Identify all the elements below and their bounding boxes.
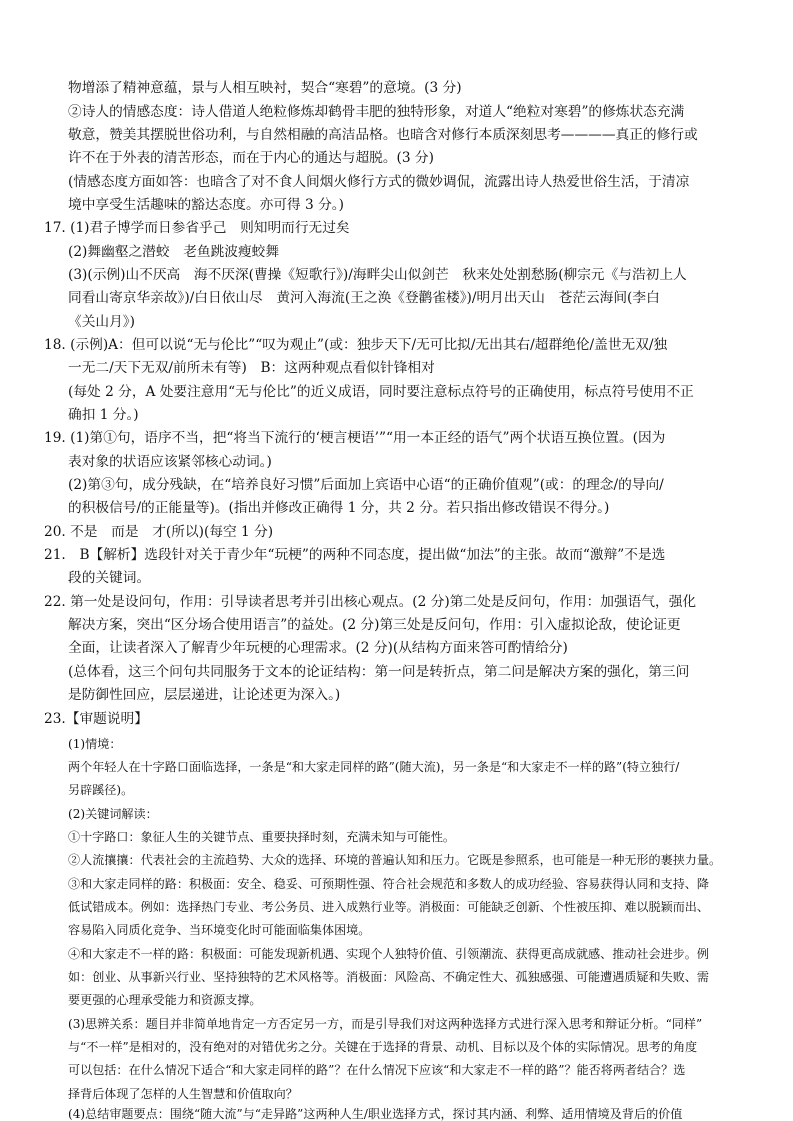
question-23: 23.【审题说明】 [44, 711, 148, 727]
text-line: 全面，让读者深入了解青少年玩梗的心理需求。(2 分)(从结构方面来答可酌情给分) [68, 640, 568, 656]
text-line: 确扣 1 分。) [68, 407, 139, 423]
text-line: ③和大家走同样的路：积极面：安全、稳妥、可预期性强、符合社会规范和多数人的成功经验、容易获得认同和支持、降 [68, 877, 709, 891]
text-line: 容易陷入同质化竞争、当环境变化时可能面临集体困境。 [68, 923, 371, 937]
text-line: 一无二/天下无双/前所未有等) B：这两种观点看似针锋相对 [68, 360, 435, 376]
text-line: 另辟蹊径)。 [68, 783, 134, 797]
text-line: (3)(示例)山不厌高 海不厌深(曹操《短歌行》)/海畔尖山似剑芒 秋来处处割愁肠(柳宗元《与浩初上人 [68, 267, 687, 283]
text-line: 解决方案，突出“区分场合使用语言”的益处。(2 分)第三处是反问句，作用：引入虚拟论敌，使论证更 [68, 617, 681, 633]
text-line: (2)第③句，成分残缺，在“培养良好习惯”后面加上宾语中心语“的正确价值观”(或：的理念/的导向/ [68, 477, 664, 493]
text-line: 与“不一样”是相对的，没有绝对的对错优劣之分。关键在于选择的背景、动机、目标以及个体的实际情况。思考的角度 [68, 1040, 698, 1054]
text-line: 表对象的状语应该紧邻核心动词。) [68, 454, 272, 470]
text-line: ②诗人的情感态度：诗人借道人绝粒修炼却鹤骨丰肥的独特形象，对道人“绝粒对寒碧”的修炼状态充满 [68, 104, 685, 120]
text-line: (情感态度方面如答：也暗含了对不食人间烟火修行方式的微妙调侃，流露出诗人热爱世俗生活，于清凉 [68, 174, 690, 190]
text-line: 物增添了精神意蕴，景与人相互映衬，契合“寒碧”的意境。(3 分) [68, 80, 462, 96]
text-line: (总体看，这三个问句共同服务于文本的论证结构：第一问是转折点，第二问是解决方案的强化，第三问 [68, 664, 690, 680]
text-line: 可以包括：在什么情况下适合“和大家走同样的路”？在什么情况下应该“和大家走不一样的路”？能否将两者结合？选 [68, 1063, 686, 1077]
text-line: (每处 2 分，A 处要注意用“无与伦比”的近义成语，同时要注意标点符号的正确使用，标点符号使用不正 [68, 384, 694, 400]
text-line: (4)总结审题要点：围绕“随大流”与“走异路”这两种人生/职业选择方式，探讨其内涵、利弊、适用情境及背后的价值 [68, 1107, 683, 1121]
text-line: 《关山月》) [68, 314, 135, 330]
text-line: 境中享受生活趣味的豁达态度。亦可得 3 分。) [68, 197, 344, 213]
text-line: 是防御性回应，层层递进，让论述更为深入。) [68, 687, 341, 703]
text-line: 的积极信号/的正能量等)。(指出并修改正确得 1 分，共 2 分。若只指出修改错误不得分。) [68, 500, 610, 516]
text-line: ④和大家走不一样的路：积极面：可能发现新机遇、实现个人独特价值、引领潮流、获得更高成就感、推动社会进步。例 [68, 947, 709, 961]
text-line: (2)舞幽壑之潜蛟 老鱼跳波瘦蛟舞 [68, 244, 280, 260]
question-17: 17. (1)君子博学而日参省乎己 则知明而行无过矣 [44, 220, 350, 236]
question-20: 20. 不是 而是 才(所以)(每空 1 分) [44, 524, 274, 540]
text-line: 许不在于外表的清苦形态，而在于内心的通达与超脱。(3 分) [68, 150, 434, 166]
text-line: 同看山寄京华亲故》)/白日依山尽 黄河入海流(王之涣《登鹳雀楼》)/明月出天山 苍茫云海间(李白 [68, 290, 660, 306]
question-21: 21. B【解析】选段针对关于青少年“玩梗”的两种不同态度，提出做“加法”的主张。故而“激辩”不是选 [44, 547, 666, 563]
text-line: (1)情境： [68, 737, 122, 751]
text-line: (3)思辨关系：题目并非简单地肯定一方否定另一方，而是引导我们对这两种选择方式进行深入思考和辩证分析。“同样” [68, 1017, 703, 1031]
question-19: 19. (1)第①句，语序不当，把“将当下流行的‘梗言梗语’”“用一本正经的语气”两个状语互换位置。(因为 [44, 430, 666, 446]
text-line: 段的关键词。 [68, 570, 151, 586]
text-line: 敬意，赞美其摆脱世俗功利，与自然相融的高洁品格。也暗含对修行本质深刻思考————真正的修行或 [68, 127, 698, 143]
text-line: 低试错成本。例如：选择热门专业、考公务员、进入成熟行业等。消极面：可能缺乏创新、个性被压抑、难以脱颖而出、 [68, 900, 709, 914]
text-line: (2)关键词解读： [68, 807, 158, 821]
text-line: 要更强的心理承受能力和资源支撑。 [68, 993, 262, 1007]
text-line: 两个年轻人在十字路口面临选择，一条是“和大家走同样的路”(随大流)，另一条是“和大家走不一样的路”(特立独行/ [68, 760, 680, 774]
text-line: 如：创业、从事新兴行业、坚持独特的艺术风格等。消极面：风险高、不确定性大、孤独感强、可能遭遇质疑和失败、需 [68, 970, 709, 984]
text-line: ①十字路口：象征人生的关键节点、重要抉择时刻，充满未知与可能性。 [68, 830, 456, 844]
text-line: ②人流攘攘：代表社会的主流趋势、大众的选择、环境的普遍认知和压力。它既是参照系，也可能是一种无形的裹挟力量。 [68, 853, 722, 867]
text-line: 择背后体现了怎样的人生智慧和价值取向？ [68, 1087, 298, 1101]
question-22: 22. 第一处是设问句，作用：引导读者思考并引出核心观点。(2 分)第二处是反问句，作用：加强语气，强化 [44, 594, 697, 610]
question-18: 18. (示例)A：但可以说“无与伦比”“叹为观止”(或：独步天下/无可比拟/无出其右/超群绝伦/盖世无双/独 [44, 337, 668, 353]
